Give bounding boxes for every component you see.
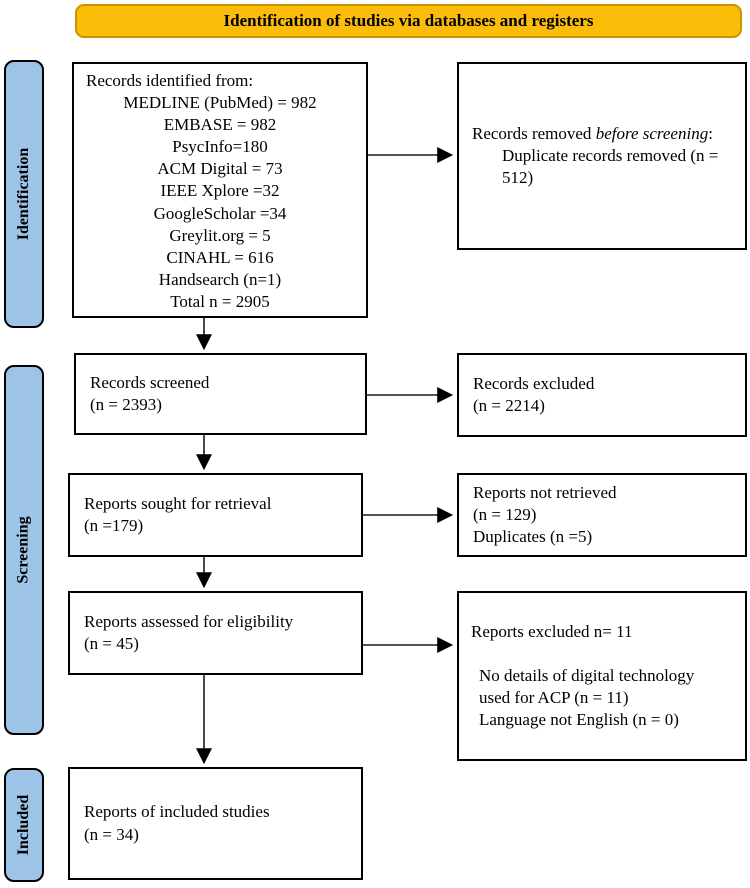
records-excluded-line: Records excluded — [473, 373, 595, 393]
reports-excluded-detail-line: Language not English (n = 0) — [479, 710, 679, 730]
included-studies-line: Reports of included studies — [84, 802, 270, 822]
reports-excluded-detail-line: No details of digital technology — [479, 665, 695, 685]
reports-assessed-count: (n = 45) — [84, 634, 139, 653]
records-removed-heading-italic: before screening — [595, 123, 709, 143]
phase-screening — [4, 365, 44, 735]
spacer — [471, 643, 737, 665]
phase-screening-label: Screening — [15, 516, 33, 584]
phase-identification-label: Identification — [15, 147, 33, 241]
records-identified-line: MEDLINE (PubMed) = 982 — [123, 93, 317, 113]
records-identified-line: Greylit.org = 5 — [169, 225, 271, 245]
records-removed-heading-prefix: Records removed — [472, 123, 596, 143]
phase-identification — [4, 60, 44, 328]
reports-not-retrieved-duplicates: Duplicates (n =5) — [473, 527, 593, 547]
records-excluded-count: (n = 2214) — [473, 396, 545, 415]
box-records-identified — [72, 62, 368, 318]
records-identified-line: EMBASE = 982 — [163, 115, 277, 135]
reports-not-retrieved-line: Reports not retrieved — [473, 482, 617, 502]
records-screened-line: Records screened — [90, 372, 210, 392]
records-screened-count: (n = 2393) — [90, 395, 162, 414]
records-identified-line: Handsearch (n=1) — [158, 269, 282, 289]
records-identified-line: CINAHL = 616 — [166, 247, 274, 267]
reports-sought-line: Reports sought for retrieval — [84, 493, 272, 513]
box-records-removed — [457, 62, 747, 250]
records-identified-line: Total n = 2905 — [170, 291, 270, 311]
records-identified-line: PsycInfo=180 — [172, 137, 268, 157]
phase-included — [4, 768, 44, 882]
records-identified-line: ACM Digital = 73 — [157, 159, 283, 179]
included-studies-count: (n = 34) — [84, 824, 139, 844]
records-removed-heading-suffix: : — [708, 123, 713, 143]
reports-not-retrieved-count: (n = 129) — [473, 504, 537, 524]
records-identified-line: GoogleScholar =34 — [153, 203, 287, 223]
box-records-excluded — [457, 353, 747, 437]
reports-excluded-detail-line: used for ACP (n = 11) — [479, 688, 629, 707]
reports-assessed-line: Reports assessed for eligibility — [84, 611, 294, 631]
box-reports-sought — [68, 473, 363, 557]
box-included-studies — [68, 767, 363, 880]
records-identified-line: IEEE Xplore =32 — [160, 181, 280, 201]
reports-excluded-heading: Reports excluded n= 11 — [471, 621, 633, 641]
box-reports-assessed — [68, 591, 363, 675]
records-removed-detail-line: 512) — [502, 168, 534, 188]
records-removed-detail-line: Duplicate records removed (n = — [502, 145, 719, 165]
box-records-screened — [74, 353, 367, 435]
box-reports-not-retrieved — [457, 473, 747, 557]
records-removed-heading — [472, 123, 735, 145]
records-identified-heading: Records identified from: — [86, 71, 254, 90]
box-reports-excluded — [457, 591, 747, 761]
banner-title: Identification of studies via databases and registers — [75, 4, 742, 38]
phase-included-label: Included — [15, 794, 32, 856]
reports-sought-count: (n =179) — [84, 516, 144, 535]
